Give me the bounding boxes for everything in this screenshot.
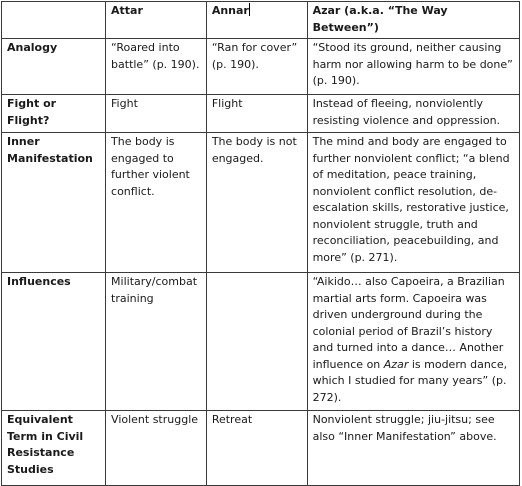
azar-quote-end: is modern dance, which I studied for many years” (p. 272). <box>312 357 508 404</box>
header-cell-empty <box>2 2 106 39</box>
cell-azar: Nonviolent struggle; jiu-jitsu; see also “Inner Manifestation” above. <box>307 411 519 486</box>
cell-attar: “Roared into battle” (p. 190). <box>106 39 207 95</box>
table-row-fight-or-flight <box>2 95 520 133</box>
table-row-equivalent-term <box>2 411 520 486</box>
cell-annar: “Ran for cover” (p. 190). <box>206 39 307 95</box>
header-cell-azar: Azar (a.k.a. “The Way Between”) <box>307 2 519 39</box>
cell-attar: The body is engaged to further violent conflict. <box>106 133 207 273</box>
cell-azar <box>307 273 519 411</box>
cell-azar: Instead of fleeing, nonviolently resisting violence and oppression. <box>307 95 519 133</box>
table-row-influences <box>2 273 520 411</box>
header-cell-annar <box>206 2 307 39</box>
row-label: Equivalent Term in Civil Resistance Studies <box>2 411 106 486</box>
comparison-table <box>1 1 520 486</box>
cell-azar: “Stood its ground, neither causing harm nor allowing harm to be done” (p. 190). <box>307 39 519 95</box>
header-cell-attar: Attar <box>106 2 207 39</box>
text-cursor <box>249 3 250 16</box>
row-label: Inner Manifestation <box>2 133 106 273</box>
cell-annar: Flight <box>206 95 307 133</box>
header-annar-label: Annar <box>211 4 249 17</box>
azar-quote-start: “Aikido… also Capoeira, a Brazilian martial arts form. Capoeira was driven underground during the colonial period of Brazil’s history and turned into a dance… Another influence on <box>312 275 505 371</box>
row-label: Analogy <box>2 39 106 95</box>
azar-italic-term: Azar <box>383 357 409 371</box>
row-label: Fight or Flight? <box>2 95 106 133</box>
cell-attar: Fight <box>106 95 207 133</box>
cell-attar: Military/combat training <box>106 273 207 411</box>
cell-annar: The body is not engaged. <box>206 133 307 273</box>
row-label: Influences <box>2 273 106 411</box>
cell-annar: Retreat <box>206 411 307 486</box>
header-row <box>2 2 520 39</box>
cell-annar <box>206 273 307 411</box>
cell-attar: Violent struggle <box>106 411 207 486</box>
table-row-analogy <box>2 39 520 95</box>
cell-azar: The mind and body are engaged to further nonviolent conflict; “a blend of meditation, peace training, nonviolent conflict resolution, de-escalation skills, restorative justice, nonviolent struggle, truth and reconciliation, peacebuilding, and more” (p. 271). <box>307 133 519 273</box>
table-row-inner-manifestation <box>2 133 520 273</box>
